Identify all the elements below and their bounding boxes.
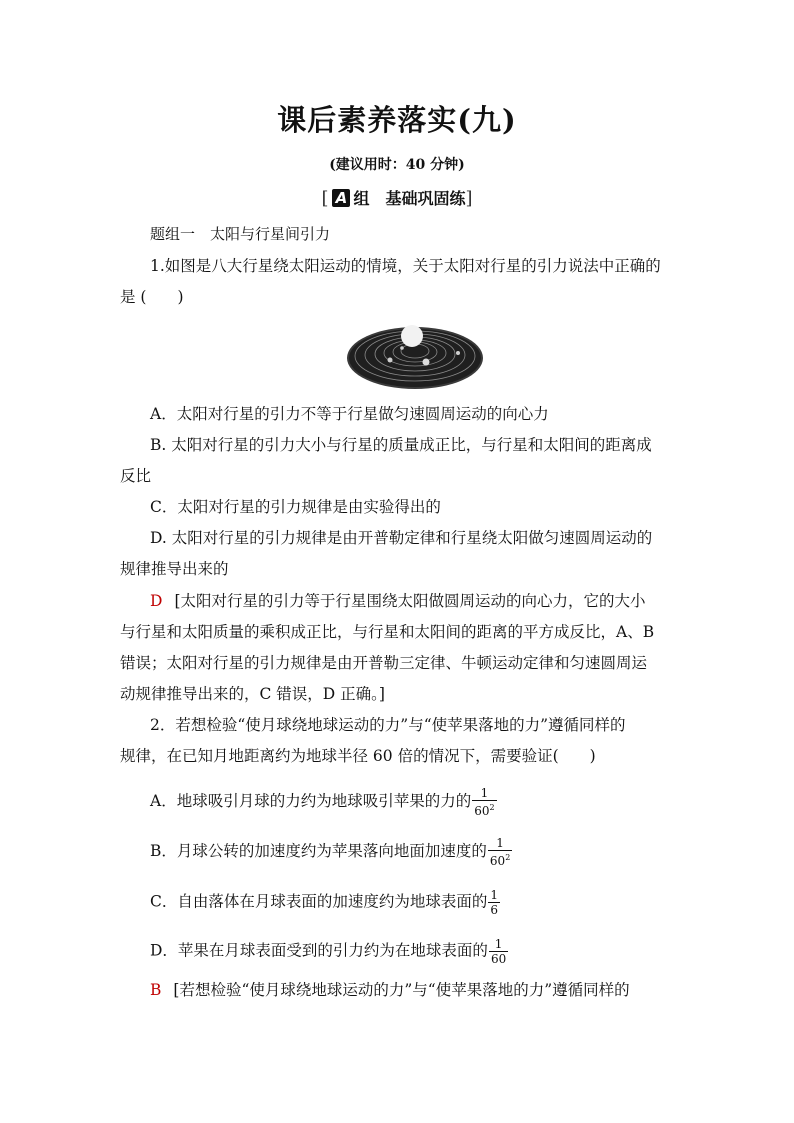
- denominator-exponent: 2: [505, 853, 511, 862]
- topic-heading: 题组一 太阳与行星间引力: [150, 225, 331, 243]
- q1-option-d-line1: D. 太阳对行星的引力规律是由开普勒定律和行星绕太阳做匀速圆周运动的: [150, 529, 653, 547]
- q1-option-b-line1: B. 太阳对行星的引力大小与行星的质量成正比，与行星和太阳间的距离成: [150, 436, 652, 454]
- q1-explanation-line2: 与行星和太阳质量的乘积成正比，与行星和太阳间的距离的平方成反比，A、B: [120, 623, 655, 641]
- q1-option-b-line2: 反比: [120, 467, 152, 485]
- q2-option-c: [150, 888, 676, 917]
- q1-option-a: A．太阳对行星的引力不等于行星做匀速圆周运动的向心力: [150, 405, 549, 423]
- denominator-base: 60: [474, 804, 490, 818]
- fraction-denominator: [472, 801, 496, 818]
- q2-option-c-fraction: [488, 888, 500, 917]
- fraction-numerator: 1: [488, 836, 512, 851]
- suggested-time: (建议用时：40 分钟): [329, 157, 465, 173]
- solar-system-figure: [346, 320, 484, 390]
- q1-explanation-line1: [150, 591, 676, 611]
- fraction-denominator: 6: [490, 903, 499, 917]
- q2-option-b-fraction: [488, 836, 512, 868]
- q1-explanation-line4: 动规律推导出来的，C 错误，D 正确。]: [120, 685, 385, 703]
- q2-option-b-text: B．月球公转的加速度约为苹果落向地面加速度的: [150, 842, 487, 860]
- left-bracket: [: [321, 188, 329, 209]
- page-title: 课后素养落实(九): [277, 103, 517, 137]
- q1-explanation-text1: [太阳对行星的引力等于行星围绕太阳做圆周运动的向心力，它的大小: [174, 592, 646, 610]
- q2-stem-line2: 规律，在已知月地距离约为地球半径 60 倍的情况下，需要验证( ): [120, 747, 596, 765]
- fraction-denominator: 60: [490, 952, 507, 966]
- q2-option-a: [150, 786, 676, 818]
- q1-stem-line2: 是 ( ): [120, 288, 184, 306]
- right-bracket: ]: [465, 188, 473, 209]
- q2-option-a-text: A．地球吸引月球的力约为地球吸引苹果的力的: [150, 792, 472, 810]
- q2-option-b: [150, 836, 676, 868]
- denominator-base: 60: [489, 854, 506, 868]
- q1-option-d-line2: 规律推导出来的: [120, 560, 229, 578]
- q2-option-c-text: C．自由落体在月球表面的加速度约为地球表面的: [150, 892, 488, 911]
- q2-option-d-fraction: [489, 937, 508, 966]
- group-label: 组: [353, 189, 370, 208]
- q2-option-d-text: D．苹果在月球表面受到的引力约为在地球表面的: [150, 941, 488, 960]
- q2-option-d: [150, 937, 676, 966]
- group-name: 基础巩固练: [385, 189, 466, 208]
- q2-stem-line1: 2．若想检验“使月球绕地球运动的力”与“使苹果落地的力”遵循同样的: [150, 716, 626, 734]
- q2-explanation-line1: [150, 980, 676, 1000]
- fraction-numerator: 1: [489, 937, 508, 952]
- group-heading: [0, 186, 794, 209]
- q2-option-a-fraction: [472, 786, 496, 818]
- q1-option-c: C．太阳对行星的引力规律是由实验得出的: [150, 498, 441, 516]
- q1-answer: D: [150, 592, 163, 610]
- fraction-numerator: 1: [472, 786, 496, 801]
- denominator-exponent: 2: [489, 803, 495, 812]
- q2-explanation-text1: [若想检验“使月球绕地球运动的力”与“使苹果落地的力”遵循同样的: [173, 981, 630, 999]
- fraction-denominator: [488, 851, 512, 868]
- q1-explanation-line3: 错误；太阳对行星的引力规律是由开普勒三定律、牛顿运动定律和匀速圆周运: [120, 654, 648, 672]
- group-letter-badge: A: [332, 189, 350, 207]
- fraction-numerator: 1: [490, 888, 499, 902]
- q1-stem-line1: 1.如图是八大行星绕太阳运动的情境，关于太阳对行星的引力说法中正确的: [150, 257, 661, 275]
- q2-answer: B: [150, 981, 162, 999]
